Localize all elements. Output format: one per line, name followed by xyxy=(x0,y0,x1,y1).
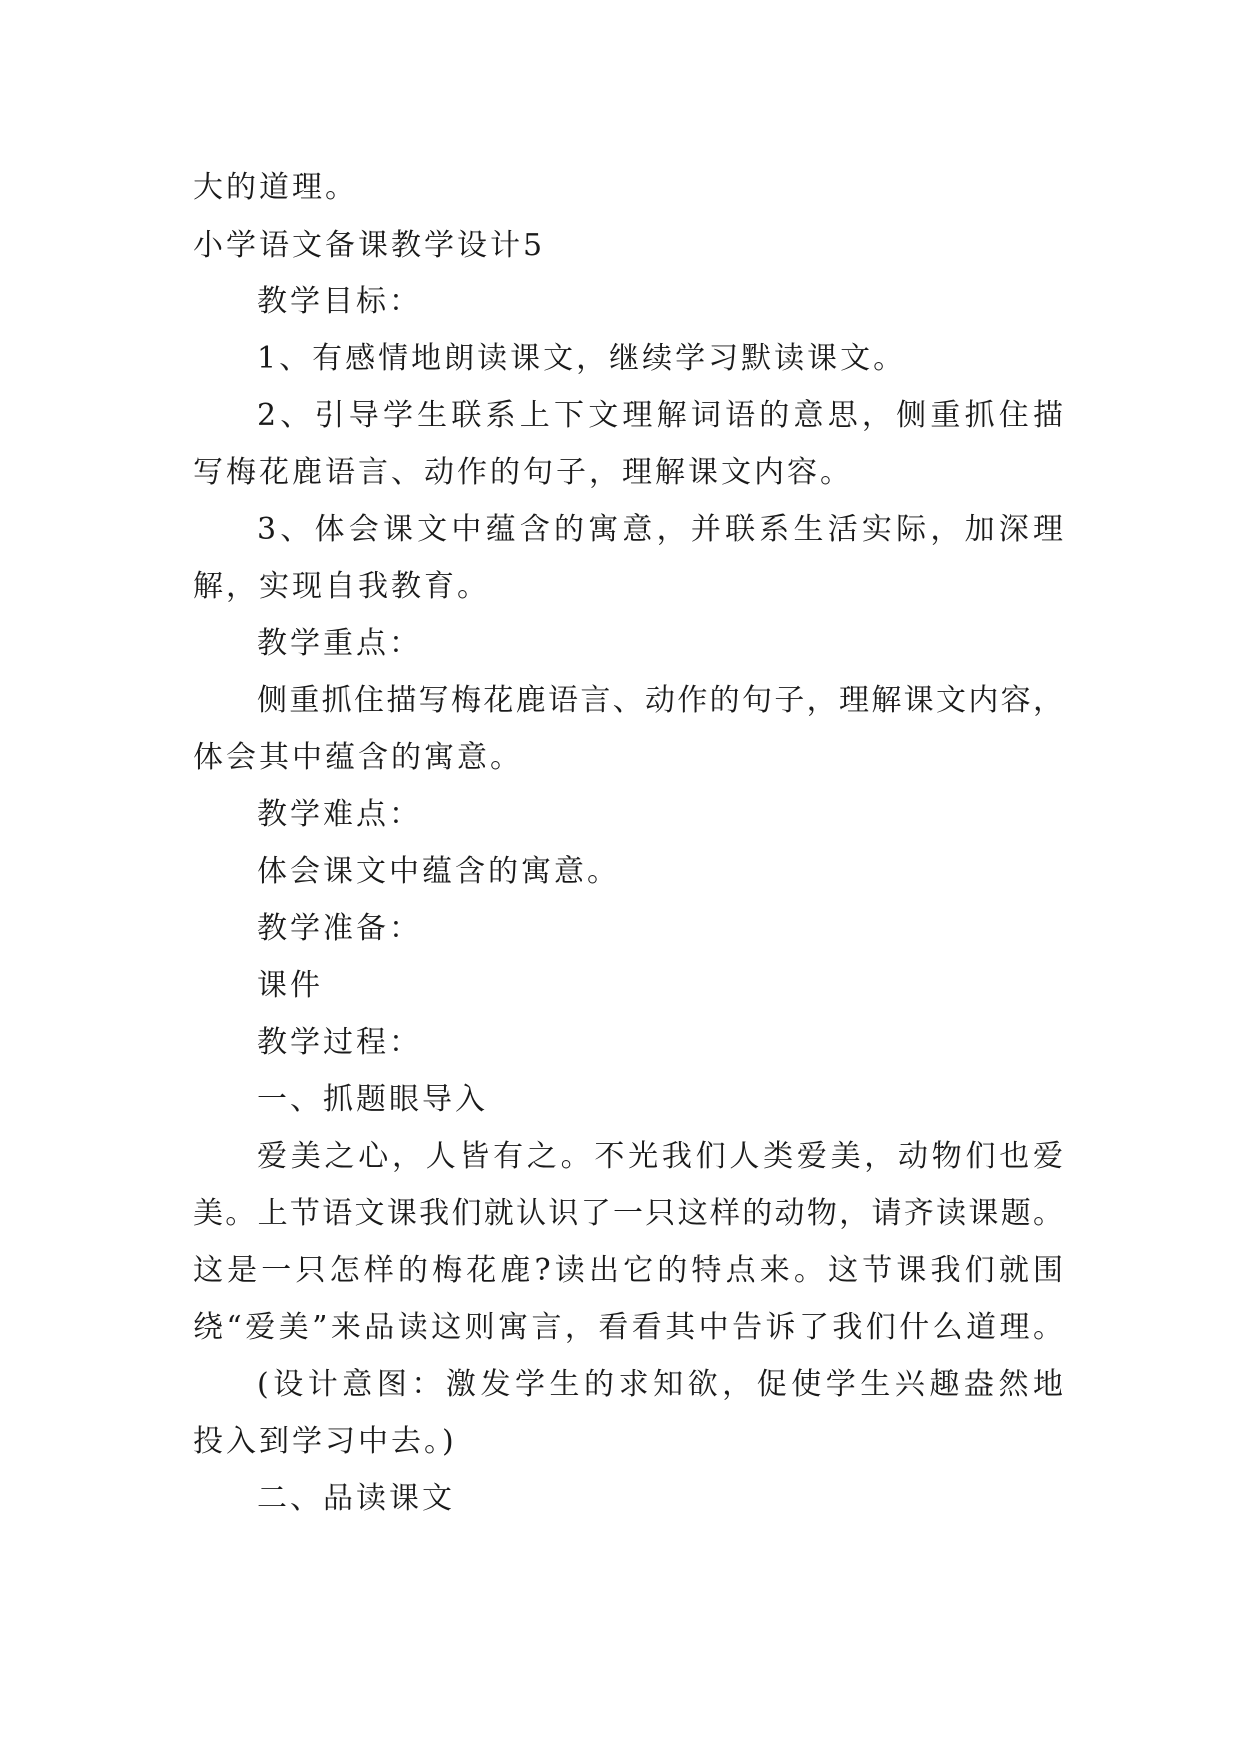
document-title: 小学语文备课教学设计5 xyxy=(193,228,546,263)
text-line: 投入到学习中去。) xyxy=(193,1424,457,1459)
text-line: 美。上节语文课我们就认识了一只这样的动物，请齐读课题。 xyxy=(193,1196,1063,1231)
section-heading: 教学过程： xyxy=(257,1025,422,1060)
text-line: 1、有感情地朗读课文，继续学习默读课文。 xyxy=(257,341,907,376)
text-line: 爱美之心，人皆有之。不光我们人类爱美，动物们也爱 xyxy=(257,1139,1063,1174)
section-heading: 教学目标： xyxy=(257,284,422,319)
text-line: 课件 xyxy=(257,968,323,1003)
text-line: 3、体会课文中蕴含的寓意，并联系生活实际，加深理 xyxy=(257,512,1063,547)
text-line: 这是一只怎样的梅花鹿?读出它的特点来。这节课我们就围 xyxy=(193,1253,1063,1288)
text-line: 体会其中蕴含的寓意。 xyxy=(193,740,523,775)
text-line: 大的道理。 xyxy=(193,170,358,205)
section-heading: 教学难点： xyxy=(257,797,422,832)
text-line: 体会课文中蕴含的寓意。 xyxy=(257,854,620,889)
section-heading: 二、品读课文 xyxy=(257,1481,455,1516)
text-line: 解，实现自我教育。 xyxy=(193,569,490,604)
section-heading: 教学准备： xyxy=(257,911,422,946)
section-heading: 教学重点： xyxy=(257,626,422,661)
text-line: 绕“爱美”来品读这则寓言，看看其中告诉了我们什么道理。 xyxy=(193,1310,1063,1345)
text-line: 2、引导学生联系上下文理解词语的意思，侧重抓住描 xyxy=(257,398,1063,433)
text-line: (设计意图：激发学生的求知欲，促使学生兴趣盎然地 xyxy=(257,1367,1063,1402)
section-heading: 一、抓题眼导入 xyxy=(257,1082,488,1117)
text-line: 侧重抓住描写梅花鹿语言、动作的句子，理解课文内容， xyxy=(257,683,1063,718)
text-line: 写梅花鹿语言、动作的句子，理解课文内容。 xyxy=(193,455,853,490)
